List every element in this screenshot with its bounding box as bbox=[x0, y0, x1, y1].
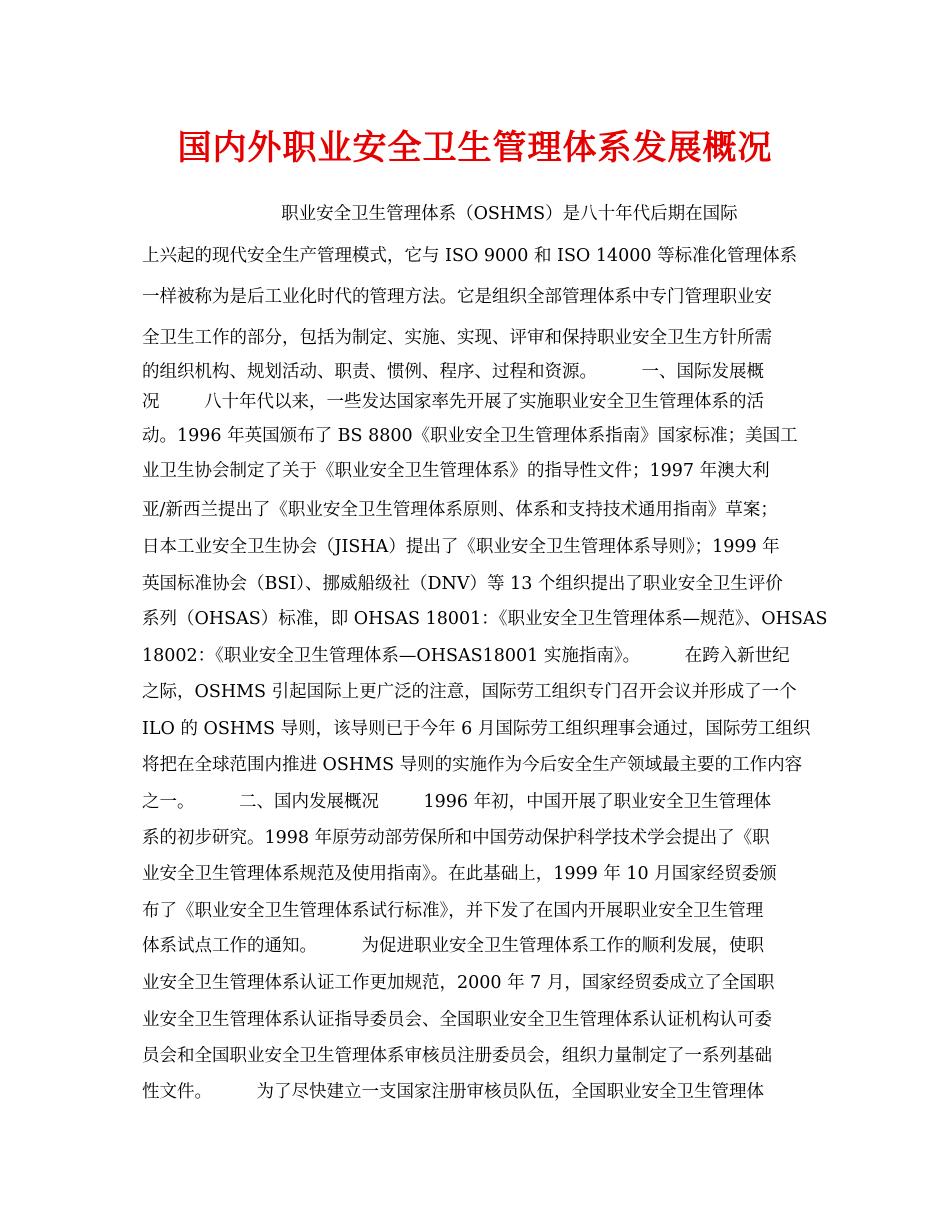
body-line: 况 八十年代以来，一些发达国家率先开展了实施职业安全卫生管理体系的活 bbox=[142, 392, 764, 412]
body-line: 业安全卫生管理体系认证工作更加规范，2000 年 7 月，国家经贸委成立了全国职 bbox=[142, 973, 775, 993]
body-line: 之际，OSHMS 引起国际上更广泛的注意，国际劳工组织专门召开会议并形成了一个 bbox=[142, 682, 797, 702]
body-line: 员会和全国职业安全卫生管理体系审核员注册委员会，组织力量制定了一系列基础 bbox=[142, 1046, 772, 1066]
body-line: 业安全卫生管理体系规范及使用指南》。在此基础上，1999 年 10 月国家经贸委颁 bbox=[142, 864, 777, 884]
body-line: 上兴起的现代安全生产管理模式，它与 ISO 9000 和 ISO 14000 等标准化管理体系 bbox=[142, 246, 798, 266]
body-line: 18002：《职业安全卫生管理体系—OHSAS18001 实施指南》。 在跨入新世纪 bbox=[142, 646, 790, 666]
body-line: 系列（OHSAS）标准，即 OHSAS 18001：《职业安全卫生管理体系—规范》、OHSAS bbox=[142, 609, 828, 629]
body-line: 亚/新西兰提出了《职业安全卫生管理体系原则、体系和支持技术通用指南》草案； bbox=[142, 500, 778, 520]
body-line: 业卫生协会制定了关于《职业安全卫生管理体系》的指导性文件；1997 年澳大利 bbox=[142, 461, 770, 481]
body-line: 体系试点工作的通知。 为促进职业安全卫生管理体系工作的顺利发展，使职 bbox=[142, 936, 764, 956]
body-line: 全卫生工作的部分，包括为制定、实施、实现、评审和保持职业安全卫生方针所需 bbox=[142, 328, 772, 348]
document-title: 国内外职业安全卫生管理体系发展概况 bbox=[177, 128, 773, 168]
body-line: 性文件。 为了尽快建立一支国家注册审核员队伍，全国职业安全卫生管理体 bbox=[142, 1082, 764, 1102]
body-line: 布了《职业安全卫生管理体系试行标准》，并下发了在国内开展职业安全卫生管理 bbox=[142, 901, 764, 921]
body-line: 之一。 二、国内发展概况 1996 年初，中国开展了职业安全卫生管理体 bbox=[142, 792, 772, 812]
body-line: 业安全卫生管理体系认证指导委员会、全国职业安全卫生管理体系认证机构认可委 bbox=[142, 1010, 772, 1030]
body-line: 职业安全卫生管理体系（OSHMS）是八十年代后期在国际 bbox=[142, 204, 738, 224]
body-line: 一样被称为是后工业化时代的管理方法。它是组织全部管理体系中专门管理职业安 bbox=[142, 287, 772, 307]
body-line: 的组织机构、规划活动、职责、惯例、程序、过程和资源。 一、国际发展概 bbox=[142, 362, 764, 382]
body-line: 日本工业安全卫生协会（JISHA）提出了《职业安全卫生管理体系导则》；1999 年 bbox=[142, 537, 780, 557]
body-line: 系的初步研究。1998 年原劳动部劳保所和中国劳动保护科学技术学会提出了《职 bbox=[142, 828, 770, 848]
body-line: ILO 的 OSHMS 导则，该导则已于今年 6 月国际劳工组织理事会通过，国际劳工组织 bbox=[142, 719, 811, 739]
body-line: 将把在全球范围内推进 OSHMS 导则的实施作为今后安全生产领域最主要的工作内容 bbox=[142, 755, 803, 775]
body-line: 动。1996 年英国颁布了 BS 8800《职业安全卫生管理体系指南》国家标准；美国工 bbox=[142, 426, 798, 446]
body-line: 英国标准协会（BSI）、挪威船级社（DNV）等 13 个组织提出了职业安全卫生评价 bbox=[142, 574, 783, 594]
